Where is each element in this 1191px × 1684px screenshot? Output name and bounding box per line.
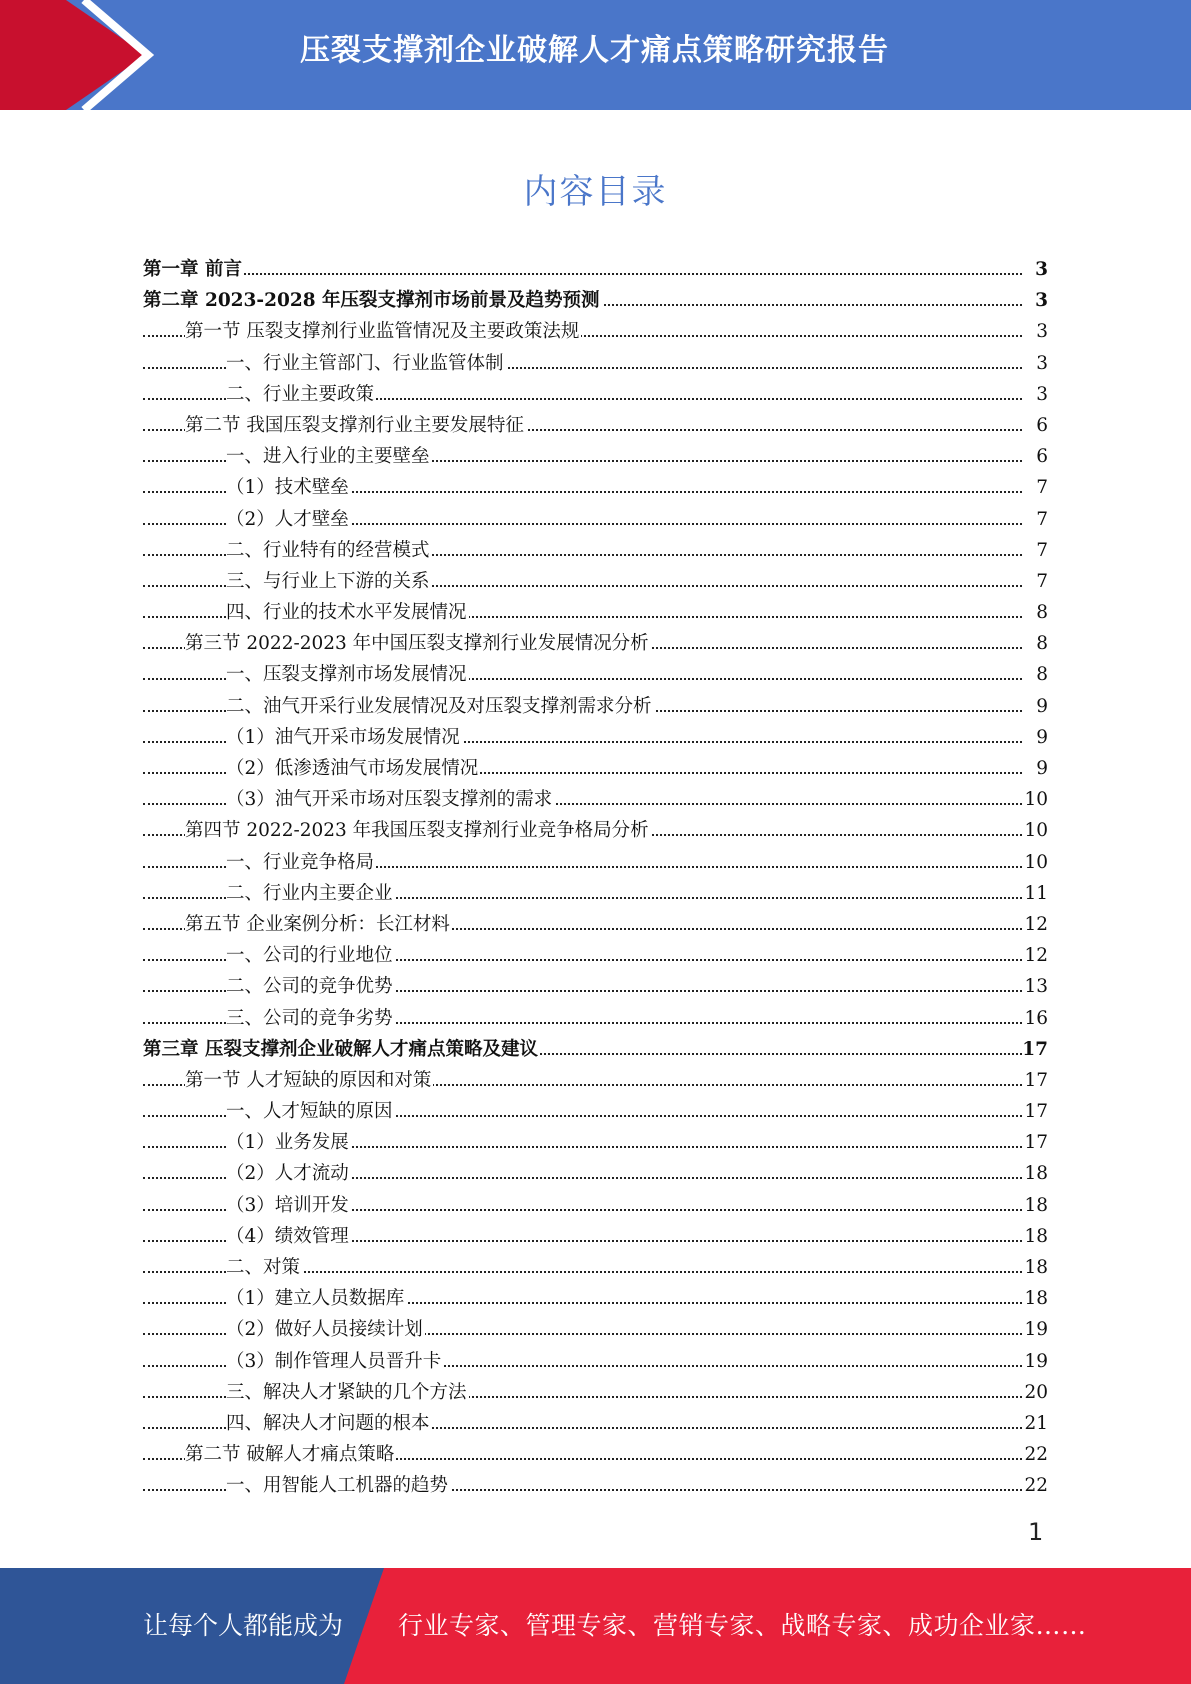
- toc-entry-page: 17: [1022, 1127, 1048, 1158]
- toc-entry[interactable]: [143, 1190, 1048, 1221]
- toc-entry-page: 3: [1022, 379, 1048, 410]
- toc-entry-page: 18: [1022, 1190, 1048, 1221]
- toc-entry-title: 四、解决人才问题的根本: [226, 1408, 432, 1439]
- toc-entry[interactable]: [143, 909, 1048, 940]
- toc-entry[interactable]: [143, 254, 1048, 285]
- toc-entry-page: 6: [1022, 441, 1048, 472]
- toc-entry-title: 二、行业特有的经营模式: [226, 535, 432, 566]
- toc-entry-page: 19: [1022, 1314, 1048, 1345]
- toc-entry-page: 18: [1022, 1158, 1048, 1189]
- toc-entry-page: 21: [1022, 1408, 1048, 1439]
- toc-entry-page: 10: [1022, 815, 1048, 846]
- toc-entry-title: （1）技术壁垒: [226, 472, 351, 503]
- toc-entry-title: （1）业务发展: [226, 1127, 351, 1158]
- toc-entry-title: 三、公司的竞争劣势: [226, 1003, 395, 1034]
- toc-entry[interactable]: [143, 1470, 1048, 1501]
- toc-entry-page: 17: [1022, 1034, 1048, 1065]
- toc-entry-title: （3）培训开发: [226, 1190, 351, 1221]
- toc-entry[interactable]: [143, 441, 1048, 472]
- toc-entry-page: 10: [1022, 784, 1048, 815]
- toc-entry-title: （1）油气开采市场发展情况: [226, 722, 462, 753]
- toc-entry[interactable]: [143, 1346, 1048, 1377]
- toc-entry-title: 一、行业主管部门、行业监管体制: [226, 348, 506, 379]
- toc-entry-title: 二、行业内主要企业: [226, 878, 395, 909]
- toc-entry-title: 第二节 破解人才痛点策略: [185, 1439, 396, 1470]
- toc-entry[interactable]: [143, 1408, 1048, 1439]
- toc-entry-page: 9: [1022, 691, 1048, 722]
- toc-entry-title: （1）建立人员数据库: [226, 1283, 406, 1314]
- toc-entry-page: 12: [1022, 909, 1048, 940]
- toc-entry[interactable]: [143, 1283, 1048, 1314]
- toc-entry-title: 三、与行业上下游的关系: [226, 566, 432, 597]
- toc-entry[interactable]: [143, 1439, 1048, 1470]
- toc-entry-title: 第五节 企业案例分析：长江材料: [185, 909, 452, 940]
- toc-entry[interactable]: [143, 722, 1048, 753]
- toc-entry-title: 二、油气开采行业发展情况及对压裂支撑剂需求分析: [226, 691, 654, 722]
- toc-entry[interactable]: [143, 1314, 1048, 1345]
- page-number: 1: [1028, 1518, 1044, 1546]
- toc-entry-title: （3）油气开采市场对压裂支撑剂的需求: [226, 784, 554, 815]
- toc-entry-title: 一、公司的行业地位: [226, 940, 395, 971]
- toc-entry-page: 3: [1022, 285, 1048, 316]
- toc-entry[interactable]: [143, 1158, 1048, 1189]
- toc-entry-page: 19: [1022, 1346, 1048, 1377]
- toc-entry-page: 9: [1022, 722, 1048, 753]
- toc-entry[interactable]: [143, 784, 1048, 815]
- toc-entry-title: 第一节 人才短缺的原因和对策: [185, 1065, 433, 1096]
- toc-entry[interactable]: [143, 1221, 1048, 1252]
- toc-entry-page: 17: [1022, 1096, 1048, 1127]
- toc-entry-title: 第一章 前言: [143, 254, 244, 285]
- toc-entry[interactable]: [143, 1252, 1048, 1283]
- toc-entry-title: 二、对策: [226, 1252, 302, 1283]
- table-of-contents: [143, 254, 1048, 1502]
- toc-entry-title: 一、进入行业的主要壁垒: [226, 441, 432, 472]
- toc-entry-title: 第三节 2022-2023 年中国压裂支撑剂行业发展情况分析: [185, 628, 651, 659]
- toc-entry-page: 11: [1022, 878, 1048, 909]
- toc-entry-page: 7: [1022, 472, 1048, 503]
- toc-entry[interactable]: [143, 348, 1048, 379]
- toc-entry-title: 三、解决人才紧缺的几个方法: [226, 1377, 469, 1408]
- toc-entry-page: 7: [1022, 504, 1048, 535]
- toc-entry-page: 18: [1022, 1221, 1048, 1252]
- toc-entry[interactable]: [143, 285, 1048, 316]
- toc-entry[interactable]: [143, 878, 1048, 909]
- toc-entry-title: 一、压裂支撑剂市场发展情况: [226, 659, 469, 690]
- toc-entry[interactable]: [143, 659, 1048, 690]
- toc-entry-page: 7: [1022, 535, 1048, 566]
- toc-entry-page: 17: [1022, 1065, 1048, 1096]
- toc-entry[interactable]: [143, 847, 1048, 878]
- toc-entry[interactable]: [143, 628, 1048, 659]
- toc-entry-page: 16: [1022, 1003, 1048, 1034]
- toc-entry-page: 22: [1022, 1439, 1048, 1470]
- toc-entry-page: 8: [1022, 659, 1048, 690]
- toc-entry-title: 一、人才短缺的原因: [226, 1096, 395, 1127]
- toc-entry-title: （2）做好人员接续计划: [226, 1314, 425, 1345]
- toc-entry-title: 第二节 我国压裂支撑剂行业主要发展特征: [185, 410, 526, 441]
- toc-entry-title: （2）人才壁垒: [226, 504, 351, 535]
- toc-entry-title: （2）低渗透油气市场发展情况: [226, 753, 480, 784]
- toc-entry-page: 7: [1022, 566, 1048, 597]
- toc-entry-page: 12: [1022, 940, 1048, 971]
- toc-entry[interactable]: [143, 815, 1048, 846]
- toc-entry[interactable]: [143, 566, 1048, 597]
- toc-entry-title: （4）绩效管理: [226, 1221, 351, 1252]
- toc-entry[interactable]: [143, 504, 1048, 535]
- footer-slogan-left: 让每个人都能成为: [143, 1611, 344, 1640]
- toc-entry-page: 10: [1022, 847, 1048, 878]
- toc-entry[interactable]: [143, 379, 1048, 410]
- toc-entry-page: 22: [1022, 1470, 1048, 1501]
- toc-entry-title: 第四节 2022-2023 年我国压裂支撑剂行业竞争格局分析: [185, 815, 651, 846]
- header-banner: [0, 0, 1191, 110]
- toc-entry-page: 13: [1022, 971, 1048, 1002]
- toc-entry[interactable]: [143, 472, 1048, 503]
- toc-entry[interactable]: [143, 1096, 1048, 1127]
- toc-entry[interactable]: [143, 316, 1048, 347]
- toc-entry-title: 二、公司的竞争优势: [226, 971, 395, 1002]
- toc-entry-page: 9: [1022, 753, 1048, 784]
- toc-dot-leader: [143, 273, 1022, 275]
- toc-entry-page: 3: [1022, 316, 1048, 347]
- toc-entry-title: 一、用智能人工机器的趋势: [226, 1470, 450, 1501]
- toc-entry-page: 18: [1022, 1252, 1048, 1283]
- toc-entry-page: 8: [1022, 628, 1048, 659]
- toc-entry[interactable]: [143, 1065, 1048, 1096]
- toc-entry-title: （3）制作管理人员晋升卡: [226, 1346, 443, 1377]
- report-title: 压裂支撑剂企业破解人才痛点策略研究报告: [300, 33, 889, 68]
- toc-entry-title: 第一节 压裂支撑剂行业监管情况及主要政策法规: [185, 316, 581, 347]
- toc-entry[interactable]: [143, 971, 1048, 1002]
- toc-entry-page: 20: [1022, 1377, 1048, 1408]
- toc-entry[interactable]: [143, 597, 1048, 628]
- toc-entry[interactable]: [143, 1034, 1048, 1065]
- toc-entry-page: 18: [1022, 1283, 1048, 1314]
- toc-entry[interactable]: [143, 940, 1048, 971]
- toc-entry[interactable]: [143, 1127, 1048, 1158]
- toc-entry[interactable]: [143, 410, 1048, 441]
- toc-entry-page: 8: [1022, 597, 1048, 628]
- toc-entry-title: 一、行业竞争格局: [226, 847, 376, 878]
- toc-entry[interactable]: [143, 1003, 1048, 1034]
- toc-entry[interactable]: [143, 753, 1048, 784]
- toc-entry-page: 6: [1022, 410, 1048, 441]
- toc-entry-title: 二、行业主要政策: [226, 379, 376, 410]
- toc-entry-title: （2）人才流动: [226, 1158, 351, 1189]
- footer-slogan-right: 行业专家、管理专家、营销专家、战略专家、成功企业家……: [398, 1611, 1087, 1640]
- toc-entry[interactable]: [143, 535, 1048, 566]
- toc-entry-page: 3: [1022, 254, 1048, 285]
- toc-entry[interactable]: [143, 691, 1048, 722]
- toc-heading: 内容目录: [523, 172, 668, 212]
- toc-entry-title: 第二章 2023-2028 年压裂支撑剂市场前景及趋势预测: [143, 285, 602, 316]
- footer-banner: [0, 1568, 1191, 1684]
- toc-entry-page: 3: [1022, 348, 1048, 379]
- toc-entry-title: 四、行业的技术水平发展情况: [226, 597, 469, 628]
- toc-entry[interactable]: [143, 1377, 1048, 1408]
- toc-entry-title: 第三章 压裂支撑剂企业破解人才痛点策略及建议: [143, 1034, 540, 1065]
